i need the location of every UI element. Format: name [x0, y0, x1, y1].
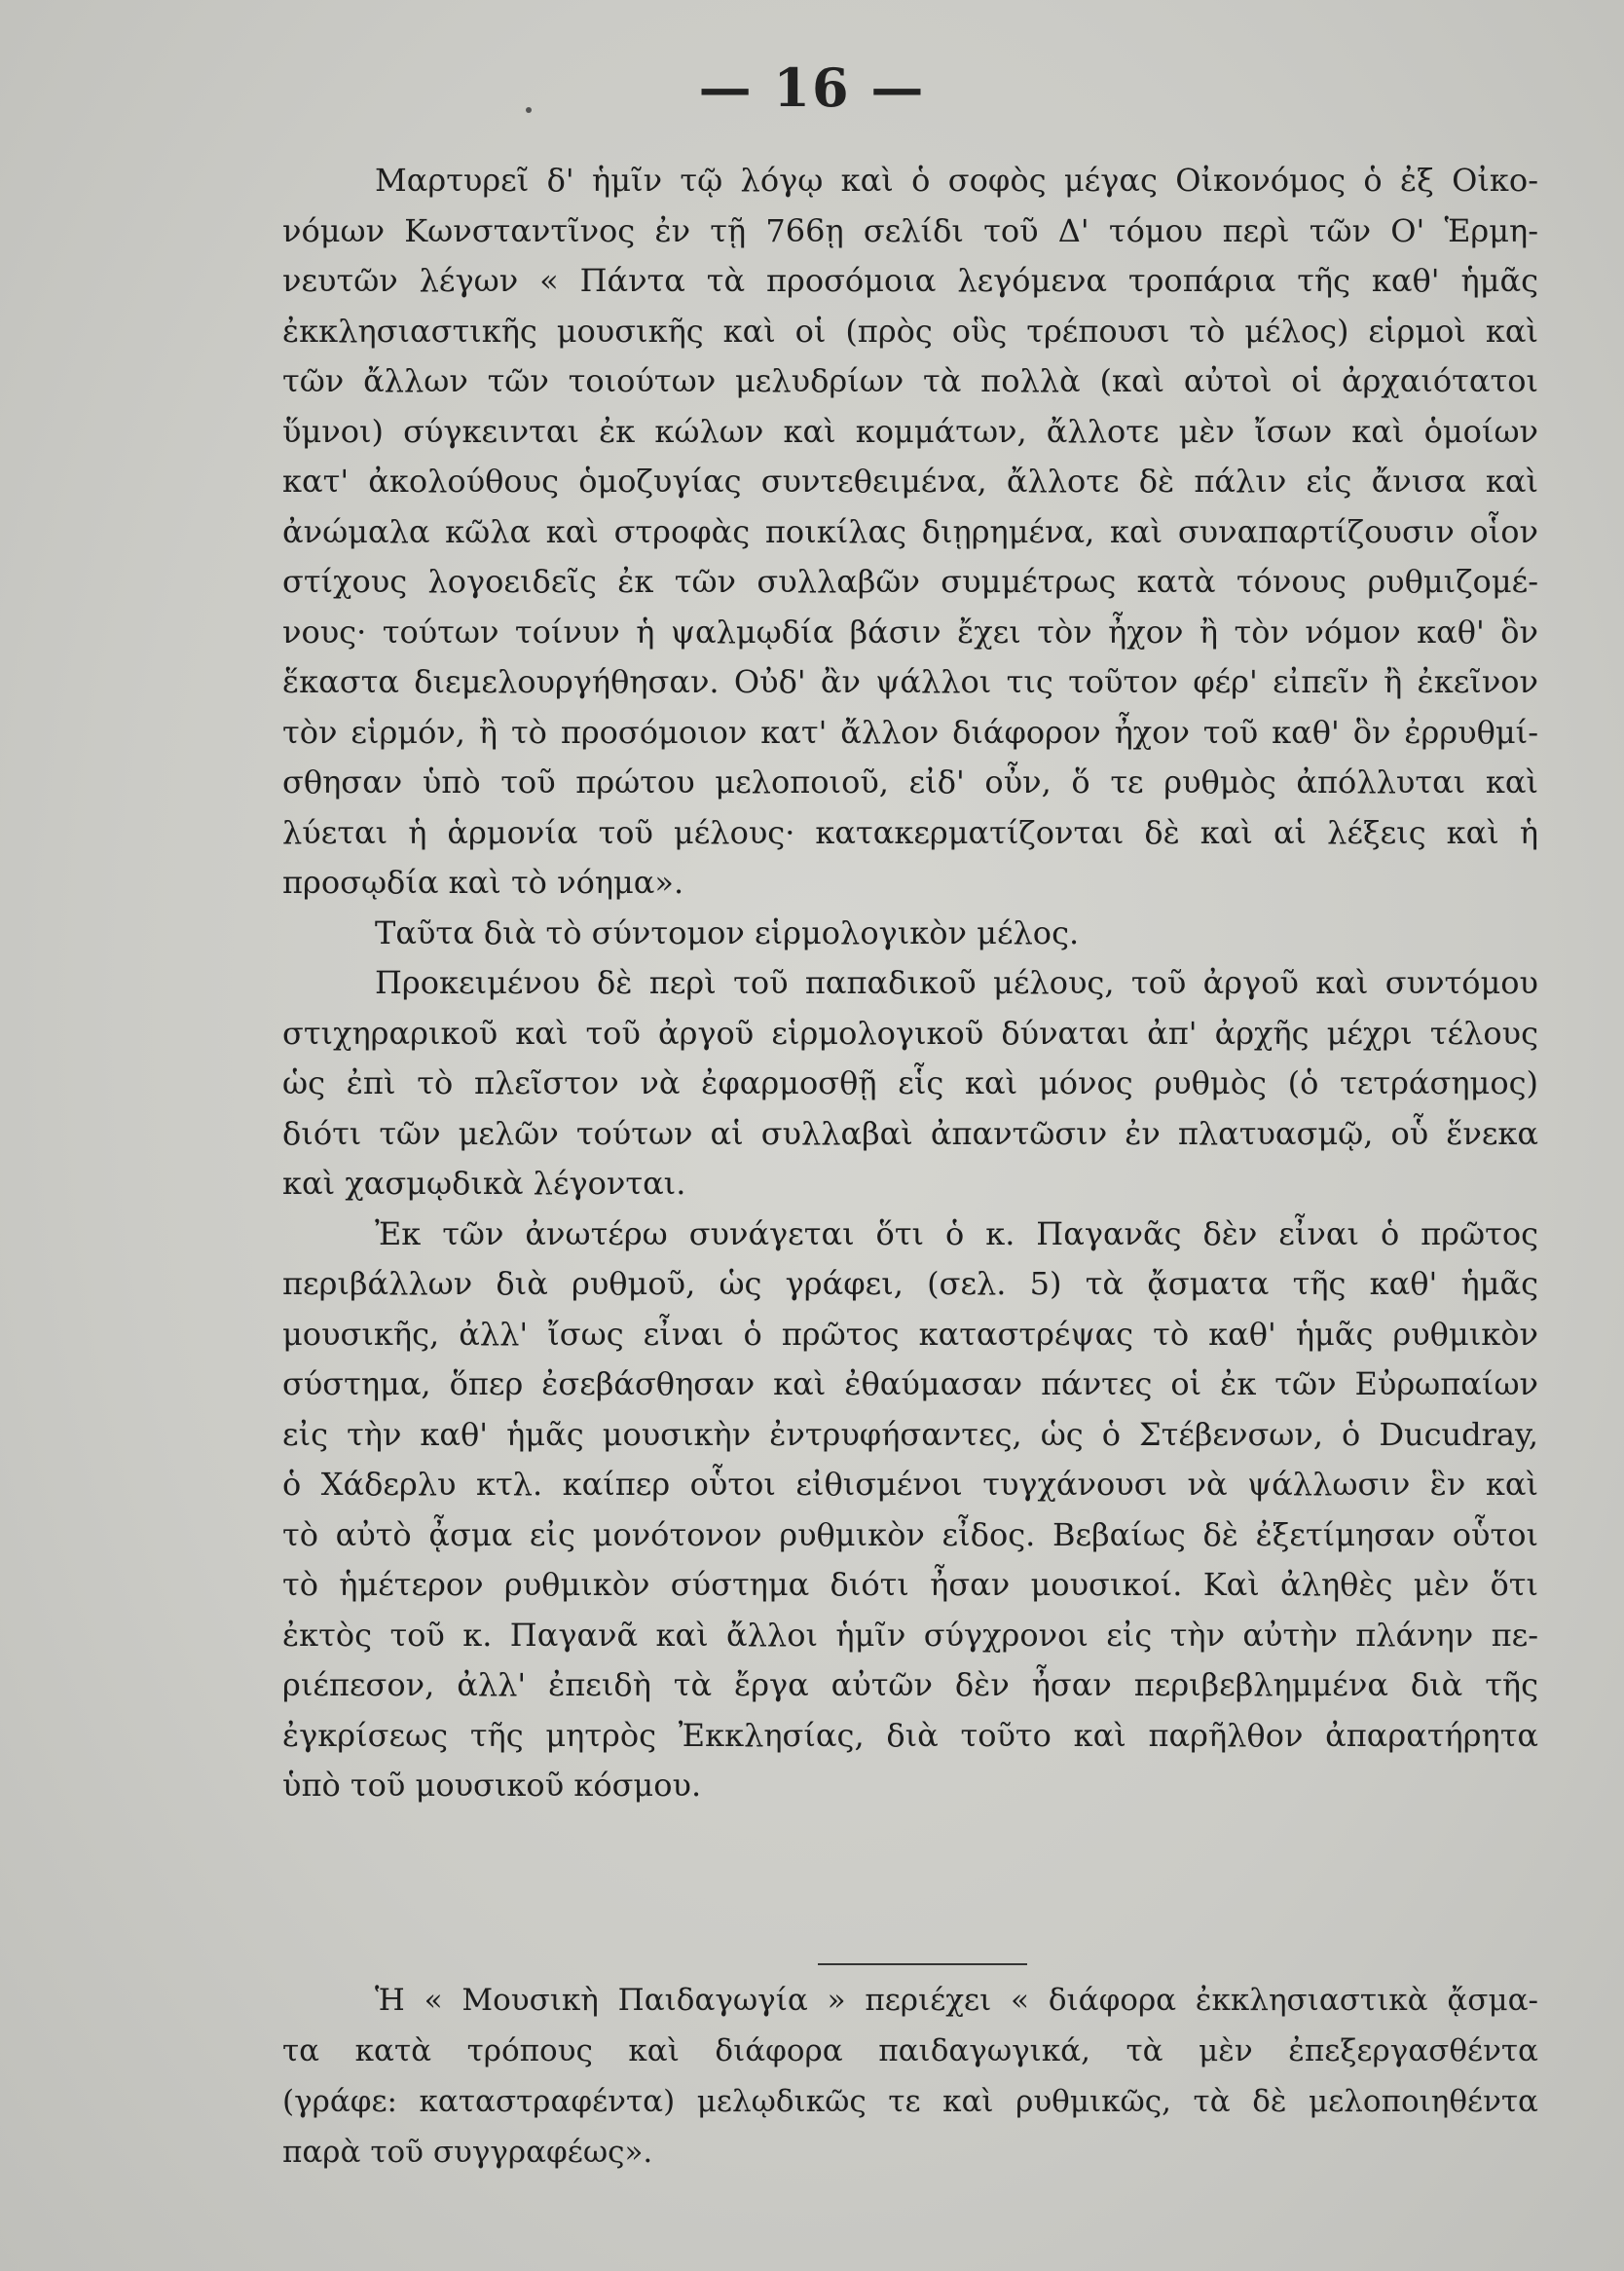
text-line: προσῳδία καὶ τὸ νόημα». — [282, 864, 684, 901]
text-line: στιχηραρικοῦ καὶ τοῦ ἀργοῦ εἱρμολογικοῦ δύναται ἀπ' ἀρχῆς μέχρι τέλους — [282, 1014, 1538, 1052]
footnote-line: τα κατὰ τρόπους καὶ διάφορα παιδαγωγικά, τὰ μὲν ἐπεξεργασθέντα — [282, 2033, 1538, 2068]
text-line: περιβάλλων διὰ ρυθμοῦ, ὡς γράφει, (σελ. 5) τὰ ᾄσματα τῆς καθ' ἡμᾶς — [282, 1265, 1538, 1302]
text-line: σύστημα, ὅπερ ἐσεβάσθησαν καὶ ἐθαύμασαν πάντες οἱ ἐκ τῶν Εὐρωπαίων — [282, 1365, 1538, 1402]
text-line: τὸ ἡμέτερον ρυθμικὸν σύστημα διότι ἦσαν μουσικοί. Καὶ ἀληθὲς μὲν ὅτι — [282, 1566, 1538, 1603]
text-line: ἕκαστα διεμελουργήθησαν. Οὐδ' ἂν ψάλλοι τις τοῦτον φέρ' εἰπεῖν ἢ ἐκεῖνον — [282, 663, 1538, 700]
text-line: καὶ χασμῳδικὰ λέγονται. — [282, 1165, 686, 1202]
text-line: ἐκτὸς τοῦ κ. Παγανᾶ καὶ ἄλλοι ἡμῖν σύγχρονοι εἰς τὴν αὐτὴν πλάνην πε- — [282, 1616, 1538, 1654]
text-line: διότι τῶν μελῶν τούτων αἱ συλλαβαὶ ἀπαντῶσιν ἐν πλατυασμῷ, οὗ ἕνεκα — [282, 1114, 1538, 1152]
text-line: ἐγκρίσεως τῆς μητρὸς Ἐκκλησίας, διὰ τοῦτο καὶ παρῆλθον ἀπαρατήρητα — [282, 1716, 1538, 1754]
text-line: μουσικῆς, ἀλλ' ἴσως εἶναι ὁ πρῶτος καταστρέψας τὸ καθ' ἡμᾶς ρυθμικὸν — [282, 1315, 1538, 1353]
footnote-line: (γράφε: καταστραφέντα) μελῳδικῶς τε καὶ ρυθμικῶς, τὰ δὲ μελοποιηθέντα — [282, 2084, 1538, 2119]
text-line: ὕμνοι) σύγκεινται ἐκ κώλων καὶ κομμάτων, ἄλλοτε μὲν ἴσων καὶ ὁμοίων — [282, 412, 1538, 450]
text-line: ὡς ἐπὶ τὸ πλεῖστον νὰ ἐφαρμοσθῇ εἷς καὶ μόνος ρυθμὸς (ὁ τετράσημος) — [282, 1064, 1538, 1101]
text-line: εἰς τὴν καθ' ἡμᾶς μουσικὴν ἐντρυφήσαντες, ὡς ὁ Στέβενσων, ὁ Ducudray, — [282, 1415, 1538, 1453]
text-line: λύεται ἡ ἁρμονία τοῦ μέλους· κατακερματίζονται δὲ καὶ αἱ λέξεις καὶ ἡ — [282, 813, 1538, 851]
text-line: Ἐκ τῶν ἀνωτέρω συνάγεται ὅτι ὁ κ. Παγανᾶς δὲν εἶναι ὁ πρῶτος — [375, 1214, 1538, 1252]
text-line: τῶν ἄλλων τῶν τοιούτων μελυδρίων τὰ πολλὰ (καὶ αὐτοὶ οἱ ἀρχαιότατοι — [282, 362, 1538, 399]
footnote-line: Ἡ « Μουσικὴ Παιδαγωγία » περιέχει « διάφορα ἐκκλησιαστικὰ ᾄσμα- — [375, 1983, 1538, 2018]
text-line: ὁ Χάδερλυ κτλ. καίπερ οὗτοι εἰθισμένοι τυγχάνουσι νὰ ψάλλωσιν ἓν καὶ — [282, 1466, 1538, 1503]
paragraph-summary — [282, 909, 1538, 959]
page-number: — 16 — — [698, 56, 926, 119]
text-line: νευτῶν λέγων « Πάντα τὰ προσόμοια λεγόμενα τροπάρια τῆς καθ' ἡμᾶς — [282, 262, 1538, 299]
text-line: Μαρτυρεῖ δ' ἡμῖν τῷ λόγῳ καὶ ὁ σοφὸς μέγας Οἰκονόμος ὁ ἐξ Οἰκο- — [375, 162, 1538, 199]
paragraph-conclusion — [282, 1210, 1538, 1811]
text-line: στίχους λογοειδεῖς ἐκ τῶν συλλαβῶν συμμέτρως κατὰ τόνους ρυθμιζομέ- — [282, 563, 1538, 600]
text-line: ἐκκλησιαστικῆς μουσικῆς καὶ οἱ (πρὸς οὓς τρέπουσι τὸ μέλος) εἱρμοὶ καὶ — [282, 312, 1538, 350]
footnote-separator — [818, 1963, 1027, 1965]
text-line: σθησαν ὑπὸ τοῦ πρώτου μελοποιοῦ, εἰδ' οὖν, ὅ τε ρυθμὸς ἀπόλλυται καὶ — [282, 763, 1538, 800]
paragraph-papadic — [282, 958, 1538, 1210]
text-line: Προκειμένου δὲ περὶ τοῦ παπαδικοῦ μέλους, τοῦ ἀργοῦ καὶ συντόμου — [375, 964, 1538, 1001]
text-line: τὸν εἱρμόν, ἢ τὸ προσόμοιον κατ' ἄλλον διάφορον ἦχον τοῦ καθ' ὃν ἐρρυθμί- — [282, 713, 1538, 751]
text-line: νους· τούτων τοίνυν ἡ ψαλμῳδία βάσιν ἔχει τὸν ἦχον ἢ τὸν νόμον καθ' ὃν — [282, 613, 1538, 651]
text-line: τὸ αὐτὸ ᾆσμα εἰς μονότονον ρυθμικὸν εἶδος. Βεβαίως δὲ ἐξετίμησαν οὗτοι — [282, 1515, 1538, 1553]
text-line: νόμων Κωνσταντῖνος ἐν τῇ 766ῃ σελίδι τοῦ Δ' τόμου περὶ τῶν Ο' Ἑρμη- — [282, 211, 1538, 249]
footnote-line: παρὰ τοῦ συγγραφέως». — [282, 2135, 653, 2170]
print-speck — [526, 107, 532, 113]
footnote — [282, 1975, 1538, 2178]
text-line: Ταῦτα διὰ τὸ σύντομον εἱρμολογικὸν μέλος. — [375, 913, 1080, 951]
text-line: ἀνώμαλα κῶλα καὶ στροφὰς ποικίλας διῃρημένα, καὶ συναπαρτίζουσιν οἷον — [282, 512, 1538, 550]
main-text — [282, 156, 1538, 1811]
paragraph-quote — [282, 156, 1538, 909]
text-line: κατ' ἀκολούθους ὁμοζυγίας συντεθειμένα, ἄλλοτε δὲ πάλιν εἰς ἄνισα καὶ — [282, 463, 1538, 500]
text-line: ριέπεσον, ἀλλ' ἐπειδὴ τὰ ἔργα αὐτῶν δὲν ἦσαν περιβεβλημμένα διὰ τῆς — [282, 1666, 1538, 1703]
text-line: ὑπὸ τοῦ μουσικοῦ κόσμου. — [282, 1767, 702, 1804]
